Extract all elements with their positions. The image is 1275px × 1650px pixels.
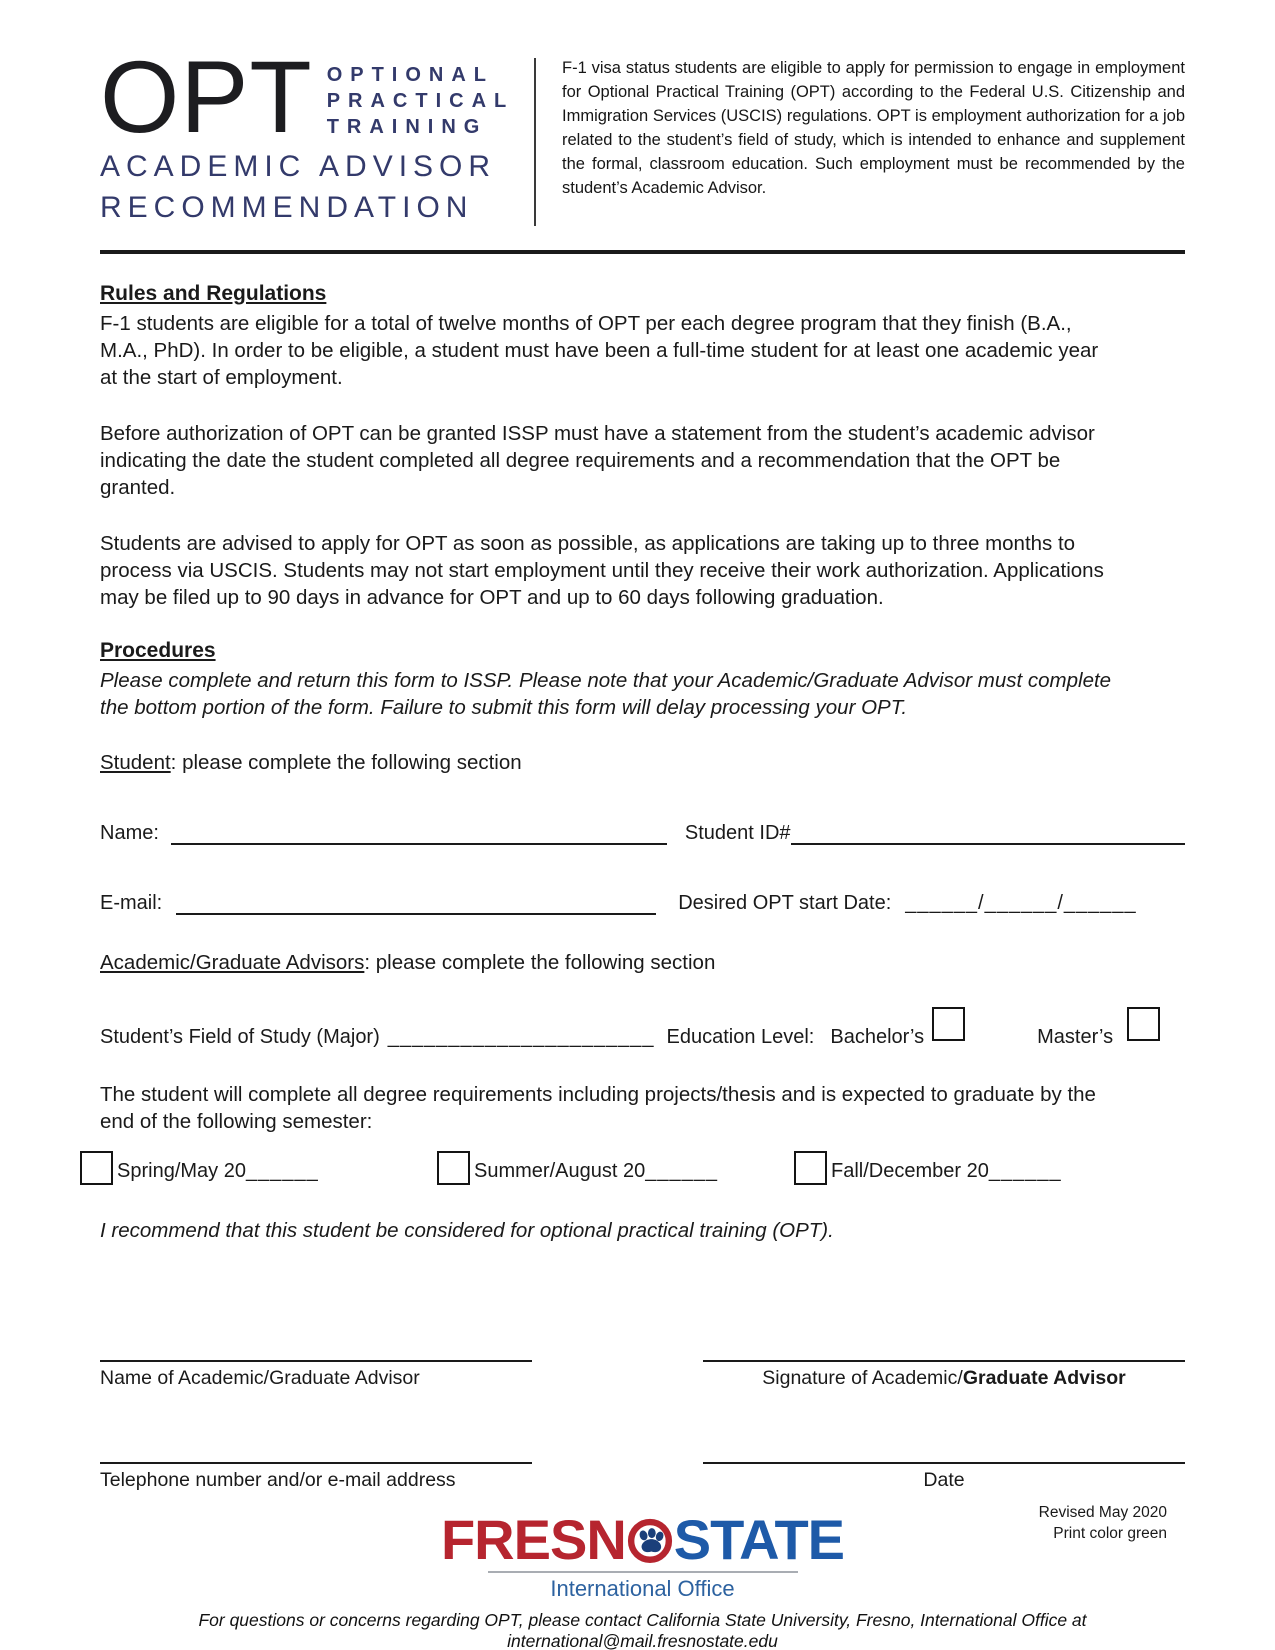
header-divider bbox=[534, 58, 536, 226]
bachelors-label: Bachelor’s bbox=[830, 1026, 925, 1048]
procedures-note: Please complete and return this form to ISSP. Please note that your Academic/Graduate Advisor must complete the bottom portion of the form. Failure to submit this form will delay processing your OPT. bbox=[100, 669, 1112, 719]
form-title-line2: RECOMMENDATION bbox=[100, 190, 474, 224]
date-block bbox=[703, 1462, 1185, 1492]
advisor-name-field[interactable] bbox=[100, 1360, 532, 1362]
spring-year-field[interactable]: ______ bbox=[245, 1160, 319, 1182]
fall-year-field[interactable]: ______ bbox=[988, 1160, 1062, 1182]
revised-date: Revised May 2020 bbox=[1038, 1504, 1167, 1521]
advisor-section-heading bbox=[100, 951, 1185, 975]
major-field[interactable]: ______________________ bbox=[387, 1026, 655, 1048]
advisor-heading-rest: : please complete the following section bbox=[364, 951, 716, 974]
semester-option-fall bbox=[794, 1149, 1151, 1183]
rules-paragraph-3: Students are advised to apply for OPT as soon as possible, as applications are taking up to three months to process via USCIS. Students may not start employment until they receive their work authorization. Applications may be filed up to 90 days in advance for OPT and up to 60 days following graduation. bbox=[100, 532, 1104, 609]
opt-word-optional: OPTIONAL bbox=[326, 64, 495, 86]
student-heading-rest: : please complete the following section bbox=[170, 751, 522, 774]
rules-heading: Rules and Regulations bbox=[100, 282, 327, 305]
print-color-note: Print color green bbox=[1053, 1525, 1167, 1542]
signature-label-prefix: Signature of Academic/ bbox=[762, 1367, 963, 1389]
masters-checkbox[interactable] bbox=[1127, 1007, 1160, 1041]
advisor-name-block bbox=[100, 1360, 532, 1390]
major-label: Student’s Field of Study (Major) bbox=[100, 1026, 380, 1048]
student-email-row bbox=[100, 889, 1185, 915]
bachelors-checkbox[interactable] bbox=[932, 1007, 965, 1041]
header-rule bbox=[100, 250, 1185, 254]
summer-checkbox[interactable] bbox=[437, 1151, 470, 1185]
advisor-signature-block bbox=[703, 1360, 1185, 1390]
intro-paragraph: F-1 visa status students are eligible to apply for permission to engage in employment for Optional Practical Training (OPT) according to the Federal U.S. Citizenship and Immigration Services (USCIS) regulations. OPT is employment authorization for a job related to the student’s field of study, which is intended to enhance and supplement the formal, classroom education. Such employment must be recommended by the student’s Academic Advisor. bbox=[562, 59, 1185, 197]
fall-checkbox[interactable] bbox=[794, 1151, 827, 1185]
phone-block bbox=[100, 1462, 532, 1492]
signature-row-1 bbox=[100, 1360, 1185, 1390]
paw-print-icon bbox=[627, 1517, 673, 1563]
rules-paragraph-1: F-1 students are eligible for a total of twelve months of OPT per each degree program that they finish (B.A., M.A., PhD). In order to be eligible, a student must have been a full-time student for at least one academic year at the start of employment. bbox=[100, 312, 1099, 389]
contact-line: For questions or concerns regarding OPT, please contact California State University, Fresno, International Office at international@mail.fresnostate.edu bbox=[198, 1610, 1087, 1650]
form-title-line1: ACADEMIC ADVISOR bbox=[100, 149, 497, 183]
opt-start-date-field[interactable]: ______/______/______ bbox=[905, 892, 1137, 914]
opt-words bbox=[327, 62, 515, 140]
summer-year-field[interactable]: ______ bbox=[645, 1160, 718, 1182]
spring-checkbox[interactable] bbox=[80, 1151, 113, 1185]
student-name-row bbox=[100, 819, 1185, 845]
opt-word-training: TRAINING bbox=[326, 116, 488, 138]
wordmark-rule bbox=[488, 1571, 798, 1573]
student-id-label: Student ID# bbox=[684, 822, 791, 844]
signature-label-bold: Graduate Advisor bbox=[962, 1367, 1126, 1389]
opt-word-practical: PRACTICAL bbox=[326, 90, 515, 112]
graduate-note: The student will complete all degree requirements including projects/thesis and is expected to graduate by the end of the following semester: bbox=[100, 1083, 1096, 1133]
advisor-heading-words: Academic/Graduate Advisors bbox=[100, 951, 365, 974]
name-label: Name: bbox=[100, 822, 159, 844]
wordmark-state: STATE bbox=[673, 1508, 845, 1571]
spring-label: Spring/May 20 bbox=[117, 1160, 246, 1182]
email-field[interactable] bbox=[176, 889, 656, 915]
semester-option-summer bbox=[437, 1149, 794, 1183]
fall-label: Fall/December 20 bbox=[831, 1160, 989, 1182]
wordmark-fresn: FRESN bbox=[440, 1508, 626, 1571]
summer-label: Summer/August 20 bbox=[474, 1160, 646, 1182]
name-field[interactable] bbox=[171, 819, 667, 845]
fresno-state-logo bbox=[100, 1508, 1185, 1602]
advisor-signature-label bbox=[703, 1367, 1185, 1390]
date-label: Date bbox=[923, 1469, 965, 1491]
procedures-heading: Procedures bbox=[100, 639, 216, 662]
student-section-heading bbox=[100, 751, 1185, 775]
date-field[interactable] bbox=[703, 1462, 1185, 1464]
major-education-row bbox=[100, 1015, 1185, 1049]
opt-start-date-label: Desired OPT start Date: bbox=[678, 892, 892, 914]
revision-note bbox=[1039, 1502, 1167, 1544]
signature-row-2 bbox=[100, 1462, 1185, 1492]
fresno-state-wordmark bbox=[440, 1508, 845, 1571]
semester-checkbox-row bbox=[80, 1149, 1185, 1183]
opt-acronym: OPT bbox=[100, 40, 313, 154]
student-heading-word: Student bbox=[100, 751, 171, 774]
education-level-label: Education Level: bbox=[666, 1026, 815, 1048]
international-office-label: International Office bbox=[550, 1576, 735, 1601]
form-header bbox=[100, 40, 1185, 226]
phone-label: Telephone number and/or e-mail address bbox=[100, 1469, 456, 1491]
email-label: E-mail: bbox=[100, 892, 163, 914]
student-id-field[interactable] bbox=[791, 819, 1185, 845]
semester-option-spring bbox=[80, 1149, 437, 1183]
advisor-name-label: Name of Academic/Graduate Advisor bbox=[100, 1367, 420, 1389]
masters-label: Master’s bbox=[1037, 1026, 1114, 1048]
advisor-signature-field[interactable] bbox=[703, 1360, 1185, 1362]
phone-field[interactable] bbox=[100, 1462, 532, 1464]
rules-paragraph-2: Before authorization of OPT can be granted ISSP must have a statement from the student’s academic advisor indicating the date the student completed all degree requirements and a recommendation that the OPT be granted. bbox=[100, 422, 1095, 499]
opt-logo bbox=[100, 40, 530, 226]
recommendation-statement: I recommend that this student be considered for optional practical training (OPT). bbox=[100, 1219, 834, 1242]
